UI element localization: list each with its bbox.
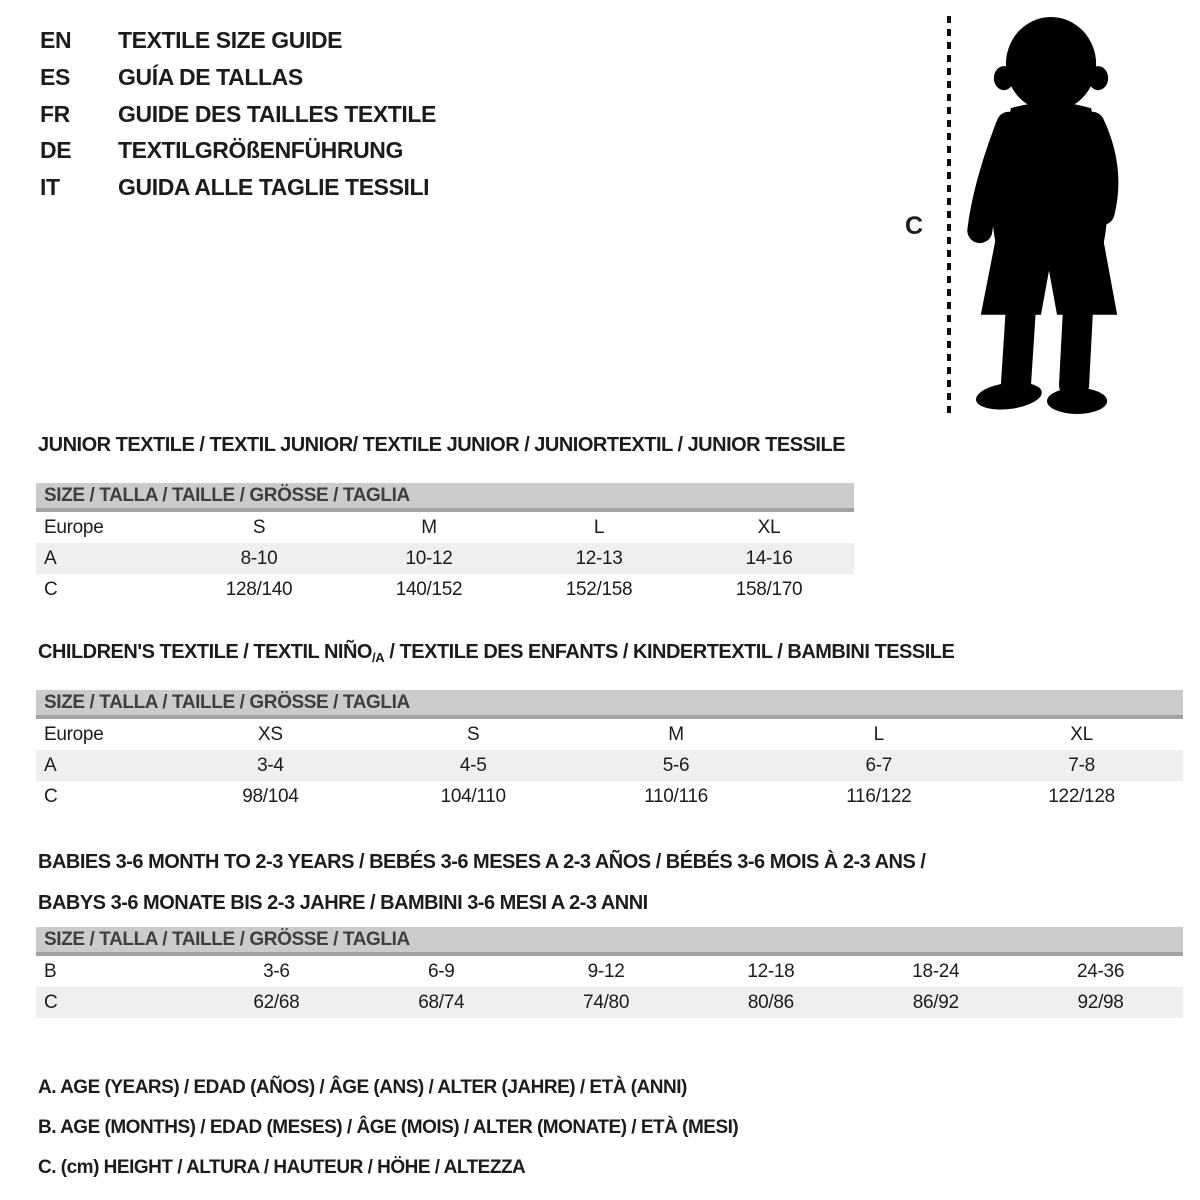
- children-title-subscript: /A: [371, 650, 385, 665]
- height-cell: 122/128: [1048, 785, 1115, 807]
- height-cell: 140/152: [395, 578, 463, 600]
- size-cell: XS: [258, 723, 283, 745]
- height-cell: 86/92: [912, 991, 959, 1013]
- language-row-fr: [40, 96, 436, 133]
- children-row-age: [36, 750, 1183, 781]
- children-title-post: / TEXTILE DES ENFANTS / KINDERTEXTIL / BAMBINI TESSILE: [384, 641, 955, 663]
- age-cell: 5-6: [662, 754, 690, 776]
- months-cell: 12-18: [747, 960, 795, 982]
- row-label: A: [44, 547, 57, 569]
- age-cell: 10-12: [405, 547, 453, 569]
- size-header-bar: SIZE / TALLA / TAILLE / GRÖSSE / TAGLIA: [36, 927, 1183, 956]
- row-label: C: [44, 785, 58, 807]
- row-label: C: [44, 991, 58, 1013]
- junior-row-age: [36, 543, 854, 574]
- height-cell: 152/158: [565, 578, 633, 600]
- height-cell: 92/98: [1077, 991, 1124, 1013]
- height-measure-dashed-line: [947, 16, 951, 418]
- language-row-de: [40, 132, 436, 169]
- height-cell: 74/80: [583, 991, 630, 1013]
- language-title-list: [40, 22, 436, 206]
- babies-row-height: [36, 987, 1183, 1018]
- language-code: ES: [40, 63, 70, 90]
- language-code: DE: [40, 137, 72, 164]
- height-measure-label: C: [905, 212, 924, 240]
- size-header-bar: SIZE / TALLA / TAILLE / GRÖSSE / TAGLIA: [36, 483, 854, 512]
- guide-title-en: TEXTILE SIZE GUIDE: [118, 27, 343, 53]
- language-code: EN: [40, 27, 72, 53]
- guide-title-de: TEXTILGRÖßENFÜHRUNG: [118, 137, 403, 164]
- babies-section-title: [38, 842, 925, 924]
- age-cell: 6-7: [865, 754, 893, 776]
- row-label: A: [44, 754, 57, 776]
- language-code: IT: [40, 174, 60, 201]
- size-cell: M: [668, 723, 684, 745]
- age-cell: 3-4: [257, 754, 284, 776]
- height-cell: 158/170: [735, 578, 803, 600]
- row-label: Europe: [44, 723, 104, 745]
- size-cell: L: [593, 516, 605, 538]
- months-cell: 18-24: [912, 960, 960, 982]
- age-cell: 12-13: [575, 547, 623, 569]
- age-cell: 7-8: [1068, 754, 1095, 776]
- height-cell: 98/104: [242, 785, 299, 807]
- height-cell: 68/74: [418, 991, 465, 1013]
- row-label: Europe: [44, 516, 104, 538]
- size-cell: XL: [757, 516, 781, 538]
- size-cell: M: [421, 516, 437, 538]
- language-row-en: [40, 22, 436, 59]
- legend: [38, 1068, 738, 1188]
- months-cell: 24-36: [1077, 960, 1125, 982]
- row-label: C: [44, 578, 58, 600]
- legend-height-cm: C. (cm) HEIGHT / ALTURA / HAUTEUR / HÖHE / ALTEZZA: [38, 1157, 526, 1178]
- size-cell: S: [467, 723, 480, 745]
- height-cell: 110/116: [644, 785, 708, 807]
- size-cell: S: [252, 516, 266, 538]
- babies-size-table: [36, 927, 1183, 1018]
- guide-title-it: GUIDA ALLE TAGLIE TESSILI: [118, 174, 430, 201]
- age-cell: 14-16: [745, 547, 793, 569]
- babies-title-line2: BABYS 3-6 MONATE BIS 2-3 JAHRE / BAMBINI 3-6 MESI A 2-3 ANNI: [38, 892, 648, 914]
- height-cell: 62/68: [253, 991, 300, 1013]
- babies-row-months: [36, 956, 1183, 987]
- language-row-es: [40, 59, 436, 96]
- height-cell: 128/140: [225, 578, 293, 600]
- toddler-silhouette-icon: [958, 12, 1140, 418]
- children-title-pre: CHILDREN'S TEXTILE / TEXTIL NIÑO: [38, 641, 372, 663]
- guide-title-fr: GUIDE DES TAILLES TEXTILE: [118, 100, 436, 127]
- legend-age-years: A. AGE (YEARS) / EDAD (AÑOS) / ÂGE (ANS) / ALTER (JAHRE) / ETÀ (ANNI): [38, 1077, 687, 1098]
- size-cell: XL: [1070, 723, 1093, 745]
- age-cell: 4-5: [459, 754, 487, 776]
- junior-row-europe: [36, 512, 854, 543]
- months-cell: 9-12: [587, 960, 625, 982]
- row-label: B: [44, 960, 57, 982]
- junior-row-height: [36, 574, 854, 605]
- children-section-title: [38, 640, 954, 670]
- size-header-bar: SIZE / TALLA / TAILLE / GRÖSSE / TAGLIA: [36, 690, 1183, 719]
- legend-age-months: B. AGE (MONTHS) / EDAD (MESES) / ÂGE (MOIS) / ALTER (MONATE) / ETÀ (MESI): [38, 1117, 739, 1138]
- children-row-europe: [36, 719, 1183, 750]
- height-cell: 104/110: [440, 785, 506, 807]
- months-cell: 3-6: [263, 960, 290, 982]
- babies-title-line1: BABIES 3-6 MONTH TO 2-3 YEARS / BEBÉS 3-6 MESES A 2-3 AÑOS / BÉBÉS 3-6 MOIS À 2-3 ANS /: [38, 851, 926, 873]
- guide-title-es: GUÍA DE TALLAS: [118, 63, 303, 90]
- height-cell: 116/122: [846, 785, 912, 807]
- children-row-height: [36, 781, 1183, 812]
- children-size-table: [36, 690, 1183, 812]
- size-cell: L: [873, 723, 884, 745]
- age-cell: 8-10: [240, 547, 278, 569]
- junior-section-title: JUNIOR TEXTILE / TEXTIL JUNIOR/ TEXTILE JUNIOR / JUNIORTEXTIL / JUNIOR TESSILE: [38, 434, 846, 456]
- junior-size-table: [36, 483, 854, 605]
- language-row-it: [40, 169, 436, 206]
- months-cell: 6-9: [427, 960, 455, 982]
- language-code: FR: [40, 100, 70, 127]
- height-cell: 80/86: [747, 991, 794, 1013]
